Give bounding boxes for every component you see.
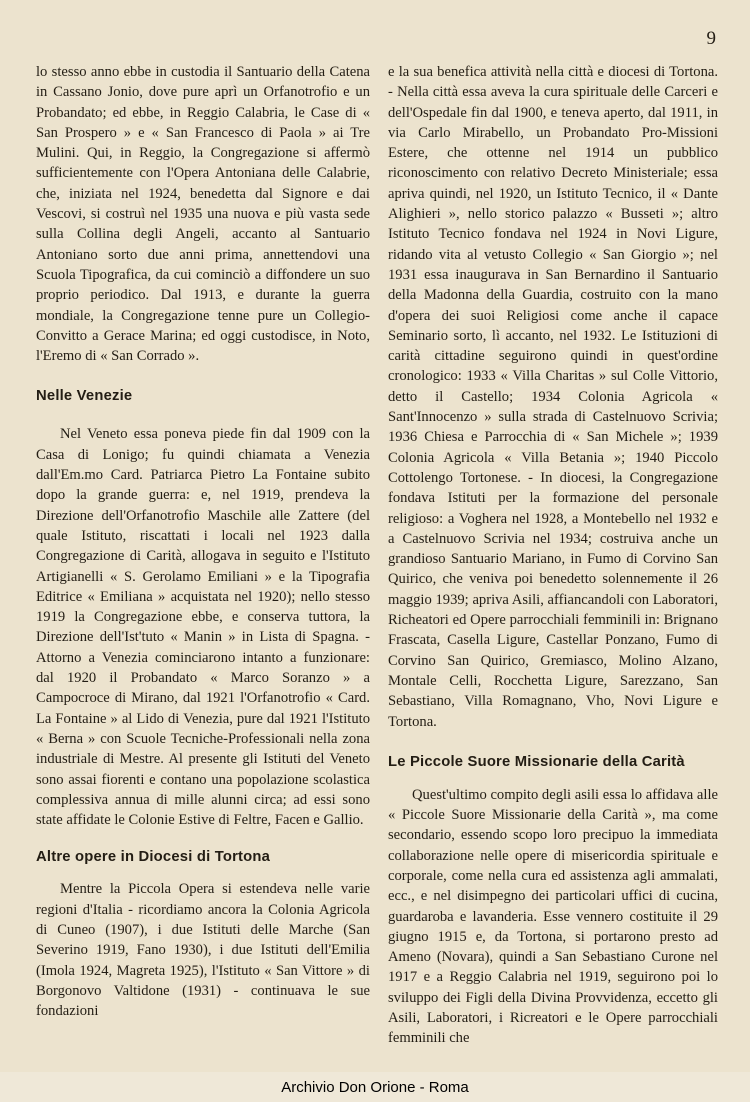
archive-footer: Archivio Don Orione - Roma — [0, 1072, 750, 1102]
heading-tortona: Altre opere in Diocesi di Tortona — [36, 849, 271, 866]
paragraph-venezie: Nel Veneto essa poneva piede fin dal 1909 con la Casa di Lonigo; fu quindi chiamata a Venezia dall'Em.mo Card. Patriarca Pietro La Fontaine subito dopo la grande guerra: e, nel 1919, prendeva la Direzione dell'Orfanotrofio Maschile alle Zattere (del quale Istituto, riscattati i locali nel 1923 dalla Congregazione di Carità, allogava in seguito e l'Istituto Artigianelli « S. Gerolamo Emiliani » e la Tipografia Editrice « Emiliana » acquistata nel 1920); nello stesso 1919 la Congregazione ebbe, e conserva tuttora, la Direzione dell'Ist'tuto « Manin » in Lista di Spagna. - Attorno a Venezia cominciarono intanto a funzionare: dal 1920 il Probandato « Marco Soranzo » a Campocroce di Mirano, dal 1921 l'Orfanotrofio « Card. La Fontaine » al Lido di Venezia, pure dal 1921 l'Istituto « Berna » con Scuole Tecniche-Professionali nella zona industriale di Mestre. Al presente gli Istituti del Veneto sono assai fiorenti e contano una popolazione scolastica complessiva annua di mille alunni circa; ad essi sono state affidate le Colonie Estive di Feltre, Facen e Gallio. — [36, 426, 370, 829]
page-number: 9 — [706, 28, 716, 49]
right-column — [388, 62, 718, 1049]
paragraph-tortona: Mentre la Piccola Opera si estendeva nelle varie regioni d'Italia - ricordiamo ancora la Colonia Agricola di Cuneo (1907), i due Istituti delle Marche (San Severino 1919, Fano 1930), i due Istituti dell'Emilia (Imola 1924, Magreta 1925), l'Istituto « San Vittore » di Borgonovo Valtidone (1931) - continuava le sue fondazioni — [36, 881, 370, 1020]
paragraph-tortona-continued: e la sua benefica attività nella città e diocesi di Tortona. - Nella città essa aveva la cura spirituale delle Carceri e dell'Ospedale fin dal 1900, e teneva aperto, dal 1911, in via Carlo Mirabello, un Probandato Pro-Missioni Estere, che ottenne nel 1914 un pubblico riconoscimento con relativo Decreto Ministeriale; essa apriva quindi, nel 1920, un Istituto Tecnico, il « Dante Alighieri », nello storico palazzo « Busseti »; altro Istituto Tecnico fondava nel 1924 in Novi Ligure, ridando vita al vetusto Collegio « San Giorgio »; nel 1931 essa inaugurava in San Bernardino il Santuario della Madonna della Guardia, costruito con la mano d'opera dei suoi Religiosi come anche il capace Seminario sorto, lì accanto, nel 1932. Le Istituzioni di carità cittadine seguirono quindi in quest'ordine cronologico: 1933 « Villa Charitas » sul Colle Vittorio, detto il Castello; 1934 Colonia Agricola « Sant'Innocenzo » sulla strada di Castelnuovo Scrivia; 1936 Chiesa e Parrocchia di « San Michele »; 1939 Colonia Agricola « Villa Betania »; 1940 Piccolo Cottolengo Tortonese. - In diocesi, la Congregazione fondava Istituti per la formazione del personale religioso: a Voghera nel 1928, a Montebello nel 1932 e a Castelnuovo Scrivia nel 1934; costruiva anche un grandioso Santuario Mariano, in Fumo di Corvino San Quirico, che veniva poi benedetto solennemente il 26 maggio 1939; apriva Asili, affiancandoli con Laboratori, Richeatori ed Opere parrocchiali femminili in: Brignano Frascata, Casella Ligure, Castellar Ponzano, Fumo di Corvino San Quirico, Gremiasco, Molino Alzano, Montale Celli, Rocchetta Ligure, Sarezzano, San Sebastiano, Villa Romagnano, Vho, Novi Ligure e Tortona. — [388, 64, 718, 730]
heading-venezie: Nelle Venezie — [36, 388, 133, 405]
heading-piccole-suore: Le Piccole Suore Missionarie della Carità — [388, 753, 685, 770]
paragraph-calabria: lo stesso anno ebbe in custodia il Santuario della Catena in Cassano Jonio, dove pure aprì un Orfanotrofio e un Probandato; ed ebbe, in Reggio Calabria, le Case di « San Prospero » e « San Francesco di Paola » ai Tre Mulini. Qui, in Reggio, la Congregazione si affermò sufficientemente con l'Opera Antoniana delle Calabrie, che, iniziata nel 1924, benedetta dal Signore e dai Vescovi, si costruì nel 1935 una nuova e più vasta sede sulla Collina degli Angeli, accanto al Santuario Antoniano sorto due anni prima, annettendovi una Scuola Tipografica, da cui cominciò a diffondere un suo proprio periodico. Dal 1913, e durante la guerra mondiale, la Congregazione tenne pure un Collegio-Convitto a Gerace Marina; ed oggi custodisce, in Noto, l'Eremo di « San Corrado ». — [36, 64, 370, 365]
paragraph-piccole-suore: Quest'ultimo compito degli asili essa lo affidava alle « Piccole Suore Missionarie della Carità », ma come secondario, essendo scopo loro precipuo la immediata collaborazione nelle opere di misericordia spirituale e corporale, come nella cura ed assistenza agli ammalati, ecc., e nel disimpegno dei particolari uffici di cucina, guardaroba e lavanderia. Esse vennero costituite il 29 giugno 1915 e, da Tortona, si portarono presto ad Ameno (Novara), quindi a San Sebastiano Curone nel 1917 e a Reggio Calabria nel 1919, seguirono poi lo sviluppo dei Figli della Divina Provvidenza, eccetto gli Asili, Laboratori, i Ricreatori e le Opere parrocchiali femminili che — [388, 786, 718, 1047]
left-column — [36, 62, 370, 1021]
